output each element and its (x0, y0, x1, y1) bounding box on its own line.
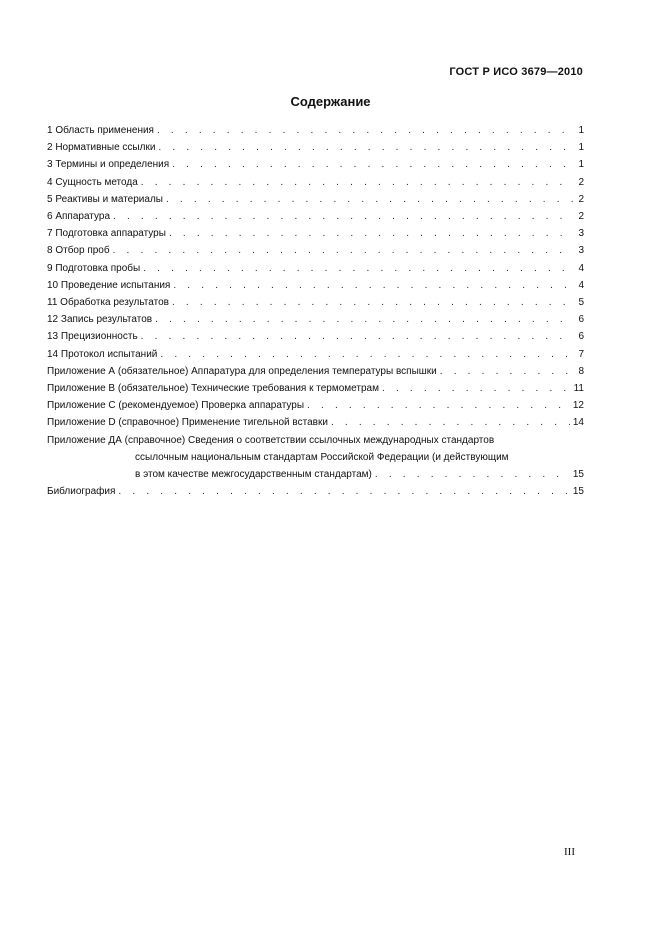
toc-entry-label: 7 Подготовка аппаратуры (47, 228, 166, 240)
toc-entry[interactable] (47, 174, 584, 191)
toc-entry-page: 15 (572, 486, 584, 498)
toc-entry-page: 4 (578, 279, 584, 291)
leader-dots (118, 483, 569, 500)
toc-entry-label: 11 Обработка результатов (47, 297, 169, 309)
toc-entry[interactable] (47, 328, 584, 345)
toc-entry-page: 2 (578, 176, 584, 188)
toc-entry[interactable] (47, 277, 584, 294)
toc-entry-label: 5 Реактивы и материалы (47, 193, 163, 205)
table-of-contents (47, 122, 584, 500)
toc-entry[interactable] (47, 414, 584, 431)
leader-dots (172, 156, 573, 173)
toc-entry[interactable] (47, 311, 584, 328)
toc-entry-label: 9 Подготовка пробы (47, 262, 141, 274)
toc-entry[interactable] (47, 191, 584, 208)
toc-entry-label: Приложение D (справочное) Применение тигельной вставки (47, 417, 328, 429)
leader-dots (160, 346, 573, 363)
leader-dots (173, 277, 573, 294)
toc-entry-label: 8 Отбор проб (47, 245, 110, 257)
toc-entry-page: 3 (578, 228, 584, 240)
toc-entry-label: Библиография (47, 486, 116, 498)
toc-entry-label: 2 Нормативные ссылки (47, 142, 156, 154)
toc-entry-page: 2 (578, 193, 584, 205)
page-title: Содержание (290, 94, 371, 109)
toc-entry-page: 6 (578, 314, 584, 326)
toc-entry-label: 6 Аппаратура (47, 211, 111, 223)
toc-entry[interactable] (47, 346, 584, 363)
toc-entry-label: 14 Протокол испытаний (47, 348, 158, 360)
toc-entry-page: 1 (578, 159, 584, 171)
leader-dots (113, 208, 573, 225)
leader-dots (157, 122, 573, 139)
toc-entry[interactable] (47, 242, 584, 259)
toc-entry-label: в этом качестве межгосударственным стандартам) (135, 469, 372, 481)
toc-entry-label: Приложение С (рекомендуемое) Проверка аппаратуры (47, 400, 305, 412)
leader-dots (331, 414, 570, 431)
toc-entry-label: 12 Запись результатов (47, 314, 153, 326)
toc-entry-last-line (47, 466, 584, 483)
toc-entry[interactable] (47, 380, 584, 397)
leader-dots (166, 191, 573, 208)
toc-entry-label: 3 Термины и определения (47, 159, 170, 171)
leader-dots (113, 242, 573, 259)
toc-entry-page: 1 (578, 125, 584, 136)
toc-entry[interactable] (47, 139, 584, 156)
toc-entry-page: 8 (578, 365, 584, 377)
toc-entry-label: ссылочным национальным стандартам Российской Федерации (и действующим (135, 451, 509, 463)
toc-entry[interactable] (47, 225, 584, 242)
toc-entry-annex-da[interactable] (47, 432, 584, 484)
toc-entry-label: Приложение ДА (справочное) Сведения о соответствии ссылочных международных стандартов (47, 434, 495, 446)
leader-dots (158, 139, 573, 156)
toc-entry-page: 12 (572, 400, 584, 412)
toc-entry-page: 6 (578, 331, 584, 343)
toc-entry-label: 1 Область применения (47, 125, 154, 136)
leader-dots (143, 260, 573, 277)
toc-entry[interactable] (47, 260, 584, 277)
toc-entry-label: 10 Проведение испытания (47, 279, 171, 291)
toc-entry[interactable] (47, 363, 584, 380)
toc-entry-bibliography[interactable] (47, 483, 584, 500)
toc-entry[interactable] (47, 294, 584, 311)
leader-dots (440, 363, 573, 380)
toc-entry-page: 4 (578, 262, 584, 274)
toc-entry-page: 2 (578, 211, 584, 223)
leader-dots (141, 174, 573, 191)
toc-entry-page: 1 (578, 142, 584, 154)
toc-entry-label: Приложение В (обязательное) Технические требования к термометрам (47, 383, 379, 395)
toc-entry-page: 14 (572, 417, 584, 429)
toc-entry[interactable] (47, 122, 584, 139)
toc-entry-page: 15 (572, 469, 584, 481)
page-number: III (564, 846, 575, 858)
leader-dots (382, 380, 571, 397)
leader-dots (172, 294, 573, 311)
leader-dots (375, 466, 570, 483)
toc-entry-page: 7 (578, 348, 584, 360)
leader-dots (307, 397, 570, 414)
toc-entry-label: Приложение А (обязательное) Аппаратура для определения температуры вспышки (47, 365, 437, 377)
toc-entry-label: 13 Прецизионность (47, 331, 138, 343)
toc-entry-page: 11 (573, 383, 584, 395)
toc-entry-page: 3 (578, 245, 584, 257)
toc-entry[interactable] (47, 156, 584, 173)
toc-entry-label: 4 Сущность метода (47, 176, 138, 188)
leader-dots (169, 225, 573, 242)
leader-dots (155, 311, 573, 328)
document-code: ГОСТ Р ИСО 3679—2010 (449, 66, 583, 78)
toc-entry[interactable] (47, 397, 584, 414)
leader-dots (141, 328, 573, 345)
toc-entry-page: 5 (578, 297, 584, 309)
toc-entry[interactable] (47, 208, 584, 225)
